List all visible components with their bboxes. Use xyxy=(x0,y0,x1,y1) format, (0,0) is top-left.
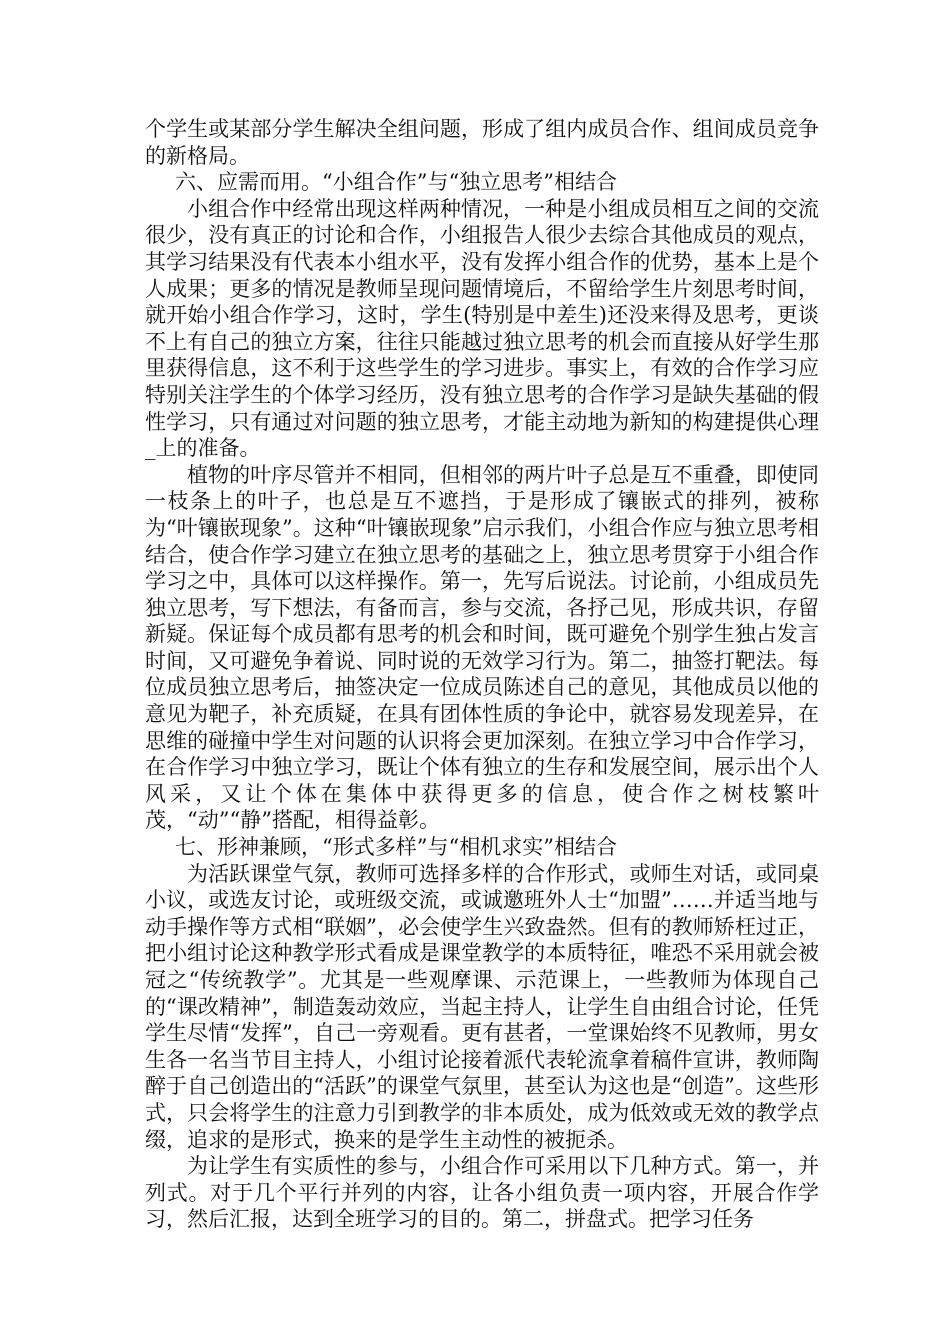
paragraph-continuation: 个学生或某部分学生解决全组问题，形成了组内成员合作、组间成员竞争的新格局。 xyxy=(145,117,819,168)
body-paragraph: 小组合作中经常出现这样两种情况，一种是小组成员相互之间的交流很少，没有真正的讨论和合作，小组报告人很少去综合其他成员的观点，其学习结果没有代表本小组水平，没有发挥小组合作的优势，基本上是个人成果；更多的情况是教师呈现问题情境后，不留给学生片刻思考时间，就开始小组合作学习，这时，学生(特别是中差生)还没来得及思考，更谈不上有自己的独立方案，往往只能越过独立思考的机会而直接从好学生那里获得信息，这不利于这些学生的学习进步。事实上，有效的合作学习应特别关注学生的个体学习经历，没有独立思考的合作学习是缺失基础的假性学习，只有通过对问题的独立思考，才能主动地为新知的构建提供心理_上的准备。 xyxy=(145,196,819,461)
document-page xyxy=(145,116,819,1233)
body-paragraph: 植物的叶序尽管并不相同，但相邻的两片叶子总是互不重叠，即使同一枝条上的叶子，也总是互不遮挡，于是形成了镶嵌式的排列，被称为“叶镶嵌现象”。这种“叶镶嵌现象”启示我们，小组合作应与独立思考相结合，使合作学习建立在独立思考的基础之上，独立思考贯穿于小组合作学习之中，具体可以这样操作。第一，先写后说法。讨论前，小组成员先独立思考，写下想法，有备而言，参与交流，各抒己见，形成共识，存留新疑。保证每个成员都有思考的机会和时间，既可避免个别学生独占发言时间，又可避免争着说、同时说的无效学习行为。第二，抽签打靶法。每位成员独立思考后，抽签决定一位成员陈述自己的意见，其他成员以他的意见为靶子，补充质疑，在具有团体性质的争论中，就容易发现差异，在思维的碰撞中学生对问题的认识将会更加深刻。在独立学习中合作学习，在合作学习中独立学习，既让个体有独立的生存和发展空间，展示出个人风采，又让个体在集体中获得更多的信息，使合作之树枝繁叶茂，“动”“静”搭配，相得益彰。 xyxy=(145,462,819,833)
section-heading-seven: 七、形神兼顾，“形式多样”与“相机求实”相结合 xyxy=(175,835,617,860)
body-paragraph: 为活跃课堂气氛，教师可选择多样的合作形式，或师生对话，或同桌小议，或选友讨论，或班级交流，或诚邀班外人士“加盟”……并适当地与动手操作等方式相“联姻”，必会使学生兴致盎然。但有的教师矫枉过正，把小组讨论这种教学形式看成是课堂教学的本质特征，唯恐不采用就会被冠之“传统教学”。尤其是一些观摩课、示范课上，一些教师为体现自己的“课改精神”，制造轰动效应，当起主持人，让学生自由组合讨论，任凭学生尽情“发挥”，自己一旁观看。更有甚者，一堂课始终不见教师，男女生各一名当节目主持人，小组讨论接着派代表轮流拿着稿件宣讲，教师陶醉于自己创造出的“活跃”的课堂气氛里，甚至认为这也是“创造”。这些形式，只会将学生的注意力引到教学的非本质处，成为低效或无效的教学点缀，追求的是形式，换来的是学生主动性的被扼杀。 xyxy=(145,861,819,1152)
body-paragraph: 为让学生有实质性的参与，小组合作可采用以下几种方式。第一，并列式。对于几个平行并列的内容，让各小组负责一项内容，开展合作学习，然后汇报，达到全班学习的目的。第二，拼盘式。把学习任务 xyxy=(145,1154,819,1232)
section-heading-six: 六、应需而用。“小组合作”与“独立思考”相结合 xyxy=(175,170,617,195)
